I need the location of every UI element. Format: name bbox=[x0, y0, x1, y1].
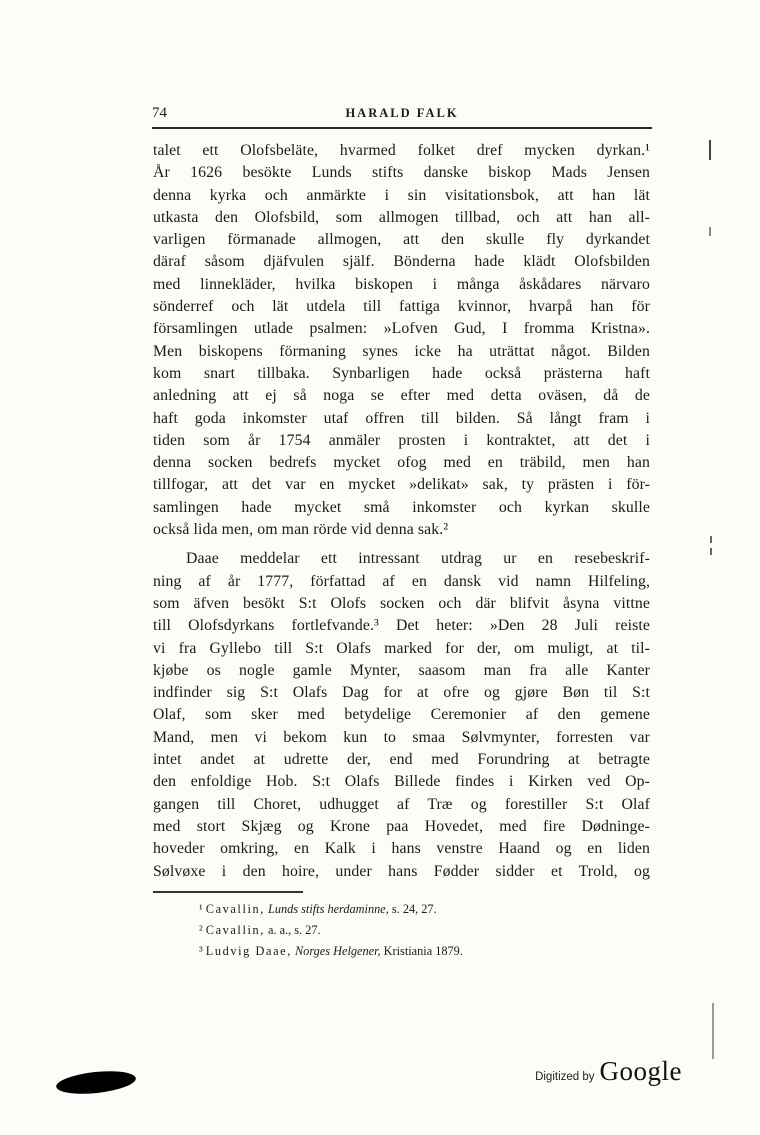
text-line: församlingen utlade psalmen: »Lofven Gud, I fromma Kristna». bbox=[153, 320, 650, 338]
footnote-segment: ³ bbox=[199, 943, 206, 958]
text-line: gangen till Choret, udhugget af Træ og forestiller S:t Olaf bbox=[153, 795, 650, 813]
footnote-segment: Cavallin, bbox=[205, 922, 265, 937]
footnote-separator bbox=[153, 891, 303, 893]
footnote-segment: Norges Helgener, bbox=[294, 943, 381, 958]
paragraph bbox=[153, 140, 650, 541]
text-line: den enfoldige Hob. S:t Olafs Billede findes i Kirken ved Op- bbox=[153, 773, 650, 791]
page-header bbox=[152, 103, 652, 123]
footnote-segment: s. 24, 27. bbox=[388, 902, 437, 916]
scan-artifact bbox=[710, 548, 712, 555]
text-line: denna socken bedrefs mycket ofog med en träbild, men han bbox=[153, 454, 650, 472]
text-line: denna kyrka och anmärkte i sin visitationsbok, att han lät bbox=[153, 186, 650, 204]
footnote-segment: ¹ bbox=[199, 902, 206, 916]
text-line: talet ett Olofsbeläte, hvarmed folket dref mycken dyrkan.¹ bbox=[153, 142, 650, 159]
text-line: hoveder omkring, en Kalk i hans venstre Haand og en liden bbox=[153, 840, 650, 858]
text-line: till Olofsdyrkans fortlefvande.³ Det heter: »Den 28 Juli reiste bbox=[153, 617, 650, 635]
text-line: Olaf, som sker med betydelige Ceremonier af den gemene bbox=[153, 706, 650, 724]
text-line: med stort Skjæg og Krone paa Hovedet, med fire Dødninge- bbox=[153, 817, 650, 835]
text-line: Men biskopens förmaning synes icke ha uträttat något. Bilden bbox=[153, 342, 650, 360]
footnote-segment: a. a., s. 27. bbox=[264, 922, 321, 937]
text-line: indfinder sig S:t Olafs Dag for at ofre og gjøre Bøn til S:t bbox=[153, 684, 650, 702]
text-line: också lida men, om man rörde vid denna sak.² bbox=[153, 521, 449, 539]
text-line: sönderref och lät utdela till fattiga kvinnor, hvarpå han för bbox=[153, 298, 650, 316]
scan-artifact bbox=[712, 1003, 714, 1059]
footnote-segment: Ludvig Daae, bbox=[205, 943, 292, 958]
text-line: tiden som år 1754 anmäler prosten i kontraktet, att det i bbox=[153, 431, 650, 449]
text-line: haft goda inkomster utaf offren till bilden. Så långt fram i bbox=[153, 409, 650, 427]
text-line: utkasta den Olofsbild, som allmogen tillbad, och att han all- bbox=[153, 208, 650, 226]
text-line: vi fra Gyllebo till S:t Olafs marked for der, om muligt, at til- bbox=[153, 639, 650, 657]
text-line: intet andet at udrette der, end med Forundring at betragte bbox=[153, 751, 650, 769]
footnote bbox=[199, 941, 651, 962]
text-line: kom snart tillbaka. Synbarligen hade också prästerna haft bbox=[153, 364, 650, 382]
google-logo: Google bbox=[599, 1056, 682, 1086]
text-line: ning af år 1777, författad af en dansk vid namn Hilfeling, bbox=[153, 572, 650, 590]
scan-artifact bbox=[709, 227, 711, 236]
text-line: Daae meddelar ett intressant utdrag ur en resebeskrif- bbox=[186, 550, 650, 568]
text-line: Sølvøxe i den hoire, under hans Fødder sidder et Trold, og bbox=[153, 862, 650, 880]
footnote-segment: Cavallin, bbox=[205, 902, 265, 916]
text-line: samlingen hade mycket små inkomster och kyrkan skulle bbox=[153, 498, 650, 516]
digitized-by-label: Digitized by bbox=[535, 1071, 595, 1083]
text-line: År 1626 besökte Lunds stifts danske biskop Mads Jensen bbox=[153, 164, 650, 182]
footnote-segment: ² bbox=[199, 922, 206, 937]
text-line: tillfogar, att det var en mycket »delikat» sak, ty prästen i för- bbox=[153, 476, 650, 494]
header-rule bbox=[152, 127, 652, 129]
footnote bbox=[199, 920, 651, 941]
digitized-by-watermark bbox=[535, 1056, 682, 1087]
page-number: 74 bbox=[152, 105, 167, 121]
text-line: med linnekläder, hvilka biskopen i många åskådares närvaro bbox=[153, 275, 650, 293]
scan-artifact bbox=[709, 140, 711, 160]
body-text bbox=[153, 140, 650, 883]
text-line: däraf såsom djäfvulen själf. Bönderna hade klädt Olofsbilden bbox=[153, 253, 650, 271]
footnote-segment: Lunds stifts herdaminne, bbox=[267, 902, 389, 916]
text-line: som äfven besökt S:t Olofs socken och där blifvit åsyna vittne bbox=[153, 594, 650, 612]
text-line: anledning att ej så noga se efter med detta oväsen, då de bbox=[153, 387, 650, 405]
footnote bbox=[199, 899, 651, 920]
scan-smudge bbox=[55, 1068, 137, 1097]
paragraph bbox=[153, 548, 650, 882]
footnotes bbox=[199, 899, 651, 961]
footnote-segment: Kristiania 1879. bbox=[380, 943, 463, 958]
text-line: varligen förmanade allmogen, att den skulle fly dyrkandet bbox=[153, 231, 650, 249]
text-line: kjøbe os nogle gamle Mynter, saasom man fra alle Kanter bbox=[153, 661, 650, 679]
text-line: Mand, men vi bekom kun to smaa Sølvmynter, forresten var bbox=[153, 728, 650, 746]
running-head: HARALD FALK bbox=[345, 106, 459, 120]
scan-artifact bbox=[710, 536, 712, 543]
